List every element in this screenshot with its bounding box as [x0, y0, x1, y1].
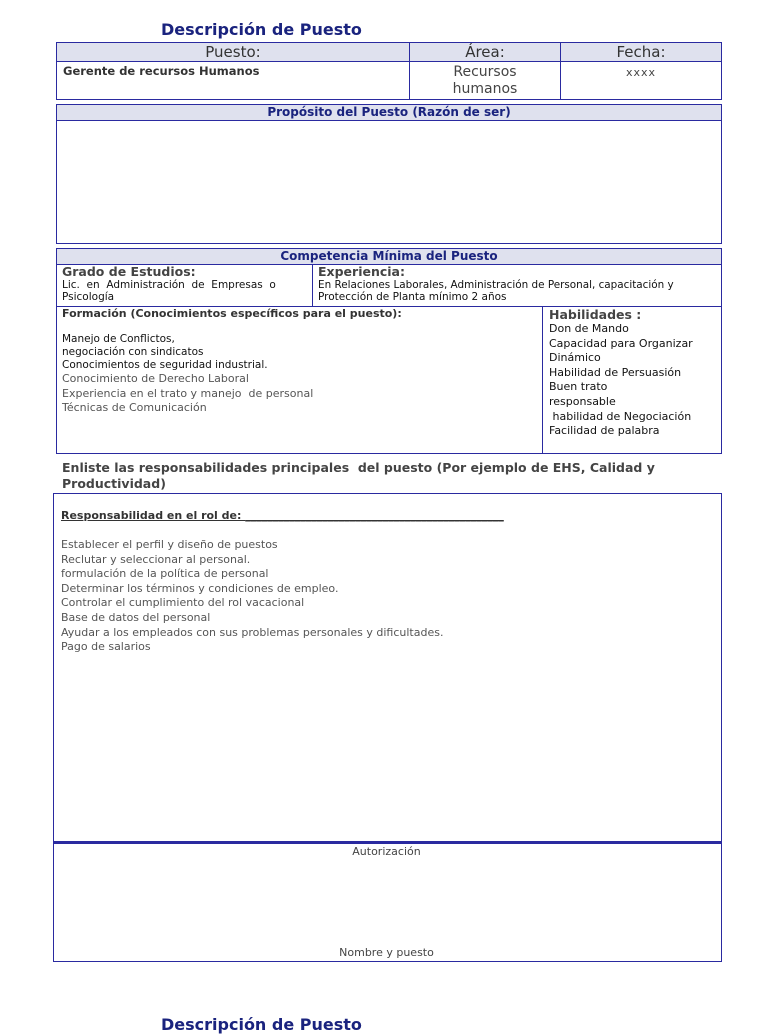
experiencia-line2: Protección de Planta mínimo 2 años — [318, 291, 507, 303]
experiencia-cell — [313, 265, 721, 307]
rol-label: Responsabilidad en el rol de: — [61, 509, 246, 522]
habilidad-item: Don de Mando — [549, 322, 629, 335]
fecha-value: xxxx — [625, 66, 657, 79]
responsabilidad-item: Reclutar y seleccionar al personal. — [61, 552, 251, 566]
habilidad-item: Buen trato — [549, 380, 608, 394]
fecha-header: Fecha: — [561, 43, 721, 62]
habilidad-item: Facilidad de palabra — [549, 424, 660, 438]
habilidad-item: habilidad de Negociación — [549, 409, 692, 423]
formacion-item: Experiencia en el trato y manejo de personal — [62, 386, 314, 400]
formacion-label: Formación (Conocimientos específicos para el puesto): — [62, 307, 402, 320]
responsabilidades-list — [61, 538, 443, 655]
responsabilidad-item: Controlar el cumplimiento del rol vacacional — [61, 596, 305, 610]
habilidad-item: Habilidad de Persuasión — [549, 365, 682, 379]
responsabilidad-item: Establecer el perfil y diseño de puestos — [61, 538, 278, 551]
habilidad-item: Capacidad para Organizar — [549, 336, 693, 350]
habilidad-item: Dinámico — [549, 351, 601, 365]
area-value-line1: Recursos — [453, 64, 517, 80]
responsabilidades-intro — [62, 460, 722, 492]
area-value-line2: humanos — [452, 81, 518, 97]
formacion-item: negociación con sindicatos — [62, 345, 204, 358]
intro-line2: Productividad) — [62, 476, 166, 491]
grado-line1: Lic. en Administración de Empresas o — [62, 279, 276, 291]
competencia-section — [56, 248, 722, 454]
habilidades-cell — [543, 307, 721, 453]
habilidad-item: responsable — [549, 394, 616, 408]
formacion-list — [62, 333, 537, 416]
autorizacion-title: Autorización — [352, 845, 421, 858]
header-table — [56, 42, 722, 100]
responsabilidad-item: Ayudar a los empleados con sus problemas personales y dificultades. — [61, 625, 444, 639]
formacion-item: Conocimiento de Derecho Laboral — [62, 372, 249, 385]
area-cell — [410, 62, 561, 99]
formacion-item: Conocimientos de seguridad industrial. — [62, 359, 268, 371]
formacion-item: Manejo de Conflictos, — [62, 333, 175, 345]
formacion-cell — [57, 307, 543, 453]
next-page-title: Descripción de Puesto — [161, 1015, 362, 1034]
responsabilidad-item: Base de datos del personal — [61, 610, 211, 624]
habilidades-label: Habilidades : — [549, 307, 642, 322]
puesto-cell — [57, 62, 410, 99]
proposito-title: Propósito del Puesto (Razón de ser) — [57, 105, 721, 121]
intro-line1: Enliste las responsabilidades principales del puesto (Por ejemplo de EHS, Calidad y — [62, 460, 655, 475]
grado-label: Grado de Estudios: — [62, 264, 196, 279]
habilidades-list — [549, 322, 715, 439]
nombre-puesto: Nombre y puesto — [339, 946, 434, 959]
proposito-section — [56, 104, 722, 244]
grado-line2: Psicología — [62, 291, 115, 303]
puesto-header: Puesto: — [57, 43, 410, 62]
puesto-value: Gerente de recursos Humanos — [63, 64, 260, 78]
responsabilidades-box — [53, 493, 722, 842]
experiencia-line1: En Relaciones Laborales, Administración de Personal, capacitación y — [318, 279, 674, 291]
page-title: Descripción de Puesto — [161, 20, 362, 39]
competencia-title: Competencia Mínima del Puesto — [57, 249, 721, 265]
rol-line — [61, 509, 504, 522]
experiencia-label: Experiencia: — [318, 264, 405, 279]
area-header: Área: — [410, 43, 561, 62]
grado-cell — [57, 265, 313, 307]
responsabilidad-item: Determinar los términos y condiciones de empleo. — [61, 581, 339, 595]
responsabilidad-item: Pago de salarios — [61, 640, 151, 654]
responsabilidad-item: formulación de la política de personal — [61, 567, 269, 581]
rol-blank: _______________________________________________ — [245, 509, 504, 522]
formacion-item: Técnicas de Comunicación — [62, 401, 207, 415]
autorizacion-box — [53, 842, 722, 962]
